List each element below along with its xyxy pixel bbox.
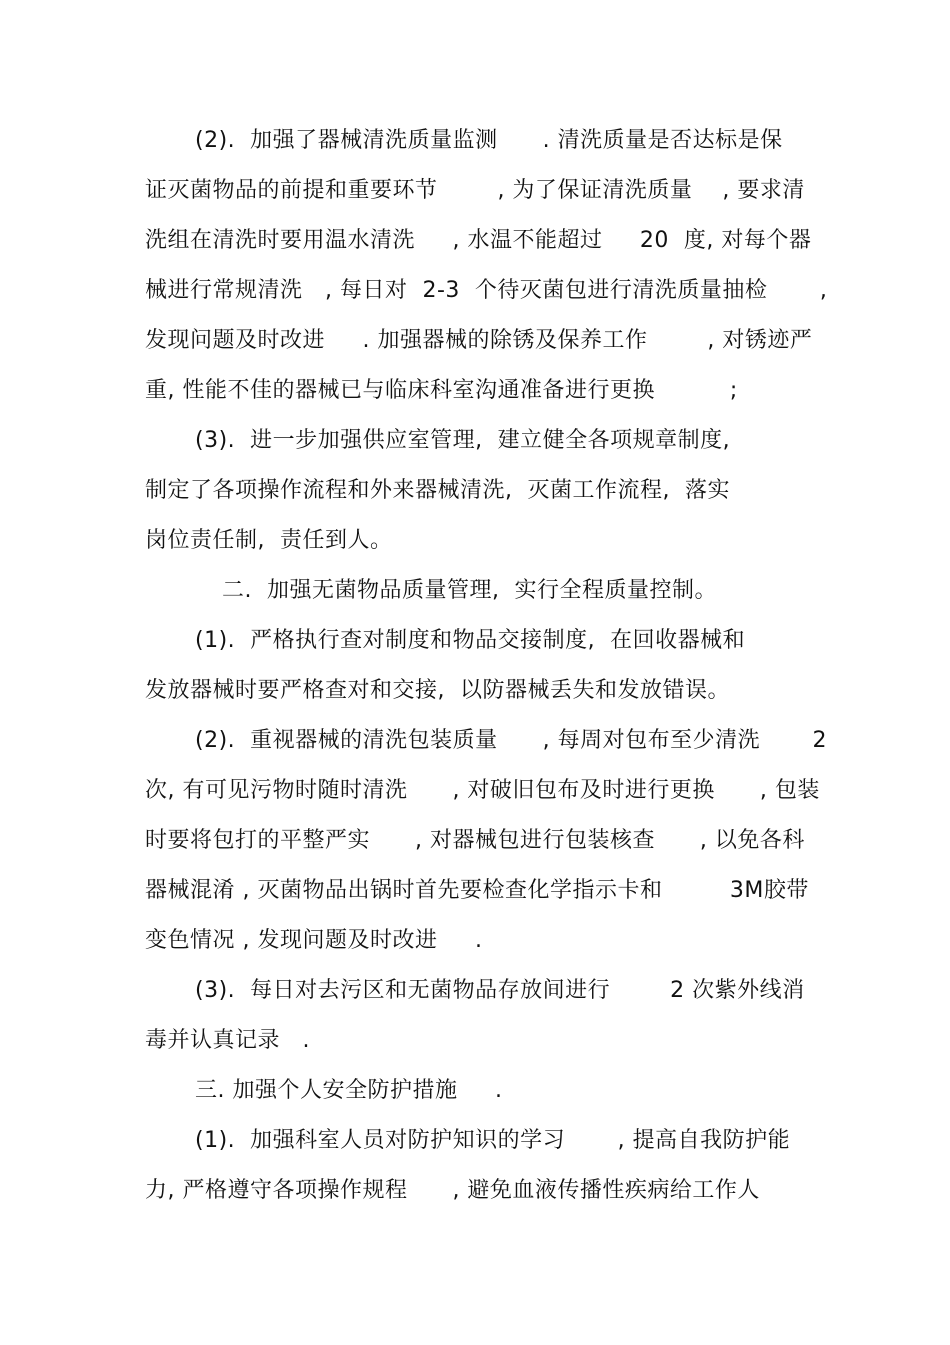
text-line: 时要将包打的平整严实 , 对器械包进行包装核查 , 以免各科	[145, 828, 805, 853]
text-line: 变色情况 , 发现问题及时改进 .	[145, 928, 483, 953]
text-line: (3). 进一步加强供应室管理, 建立健全各项规章制度,	[195, 428, 731, 453]
text-line: 重, 性能不佳的器械已与临床科室沟通准备进行更换 ;	[145, 378, 738, 403]
section-heading: 三. 加强个人安全防护措施 .	[195, 1078, 503, 1103]
text-line: 毒并认真记录 .	[145, 1028, 310, 1053]
text-line: 制定了各项操作流程和外来器械清洗, 灭菌工作流程, 落实	[145, 478, 730, 503]
text-line: 洗组在清洗时要用温水清洗 , 水温不能超过 20 度, 对每个器	[145, 228, 812, 253]
text-line: 次, 有可见污物时随时清洗 , 对破旧包布及时进行更换 , 包装	[145, 778, 820, 803]
text-line: 发放器械时要严格查对和交接, 以防器械丢失和发放错误。	[145, 678, 730, 703]
text-line: (1). 加强科室人员对防护知识的学习 , 提高自我防护能	[195, 1128, 791, 1153]
text-line: 证灭菌物品的前提和重要环节 , 为了保证清洗质量 , 要求清	[145, 178, 805, 203]
text-line: (2). 重视器械的清洗包装质量 , 每周对包布至少清洗 2	[195, 728, 828, 753]
text-line: 岗位责任制, 责任到人。	[145, 528, 393, 553]
text-line: 力, 严格遵守各项操作规程 , 避免血液传播性疾病给工作人	[145, 1178, 760, 1203]
text-line: 发现问题及时改进 . 加强器械的除锈及保养工作 , 对锈迹严	[145, 328, 813, 353]
text-line: 械进行常规清洗 , 每日对 2-3 个待灭菌包进行清洗质量抽检 ,	[145, 278, 828, 303]
section-heading: 二. 加强无菌物品质量管理, 实行全程质量控制。	[222, 578, 717, 603]
text-line: 器械混淆 , 灭菌物品出锅时首先要检查化学指示卡和 3M胶带	[145, 878, 809, 903]
text-line: (1). 严格执行查对制度和物品交接制度, 在回收器械和	[195, 628, 746, 653]
text-line: (3). 每日对去污区和无菌物品存放间进行 2 次紫外线消	[195, 978, 805, 1003]
text-line: (2). 加强了器械清洗质量监测 . 清洗质量是否达标是保	[195, 128, 783, 153]
